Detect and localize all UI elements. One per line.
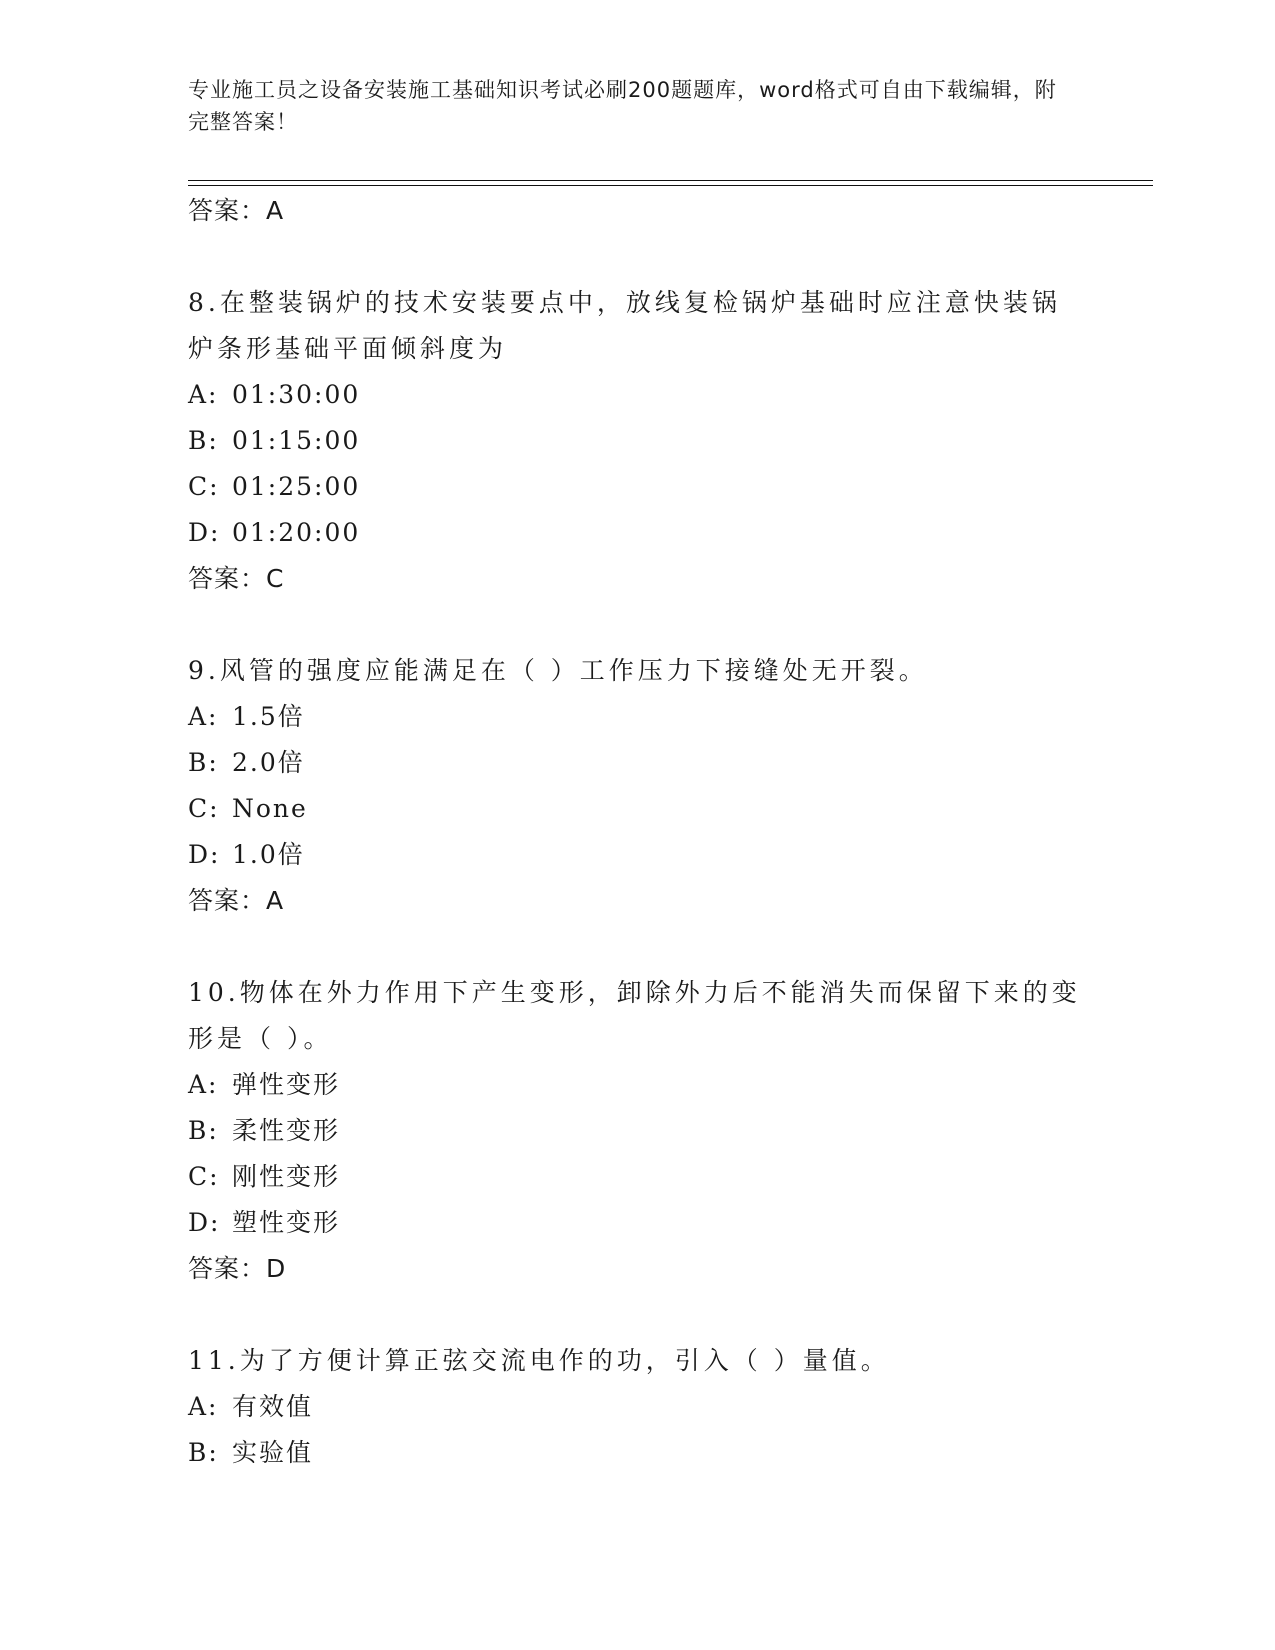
document-header: 专业施工员之设备安装施工基础知识考试必刷200题题库，word格式可自由下载编辑，附完整答案！ [188,78,1057,134]
option-a [188,694,1088,740]
option-b [188,1430,1088,1476]
option-text: 1.5倍 [232,702,305,731]
option-d [188,832,1088,878]
option-letter: A: [188,380,219,409]
option-letter: C: [188,794,220,823]
option-d [188,510,1088,556]
option-text: 实验值 [232,1438,314,1467]
answer-label: 答案：A [188,196,285,225]
option-letter: D: [188,1208,221,1237]
spacer [188,234,1088,280]
question-block [188,280,1088,602]
option-a [188,1384,1088,1430]
option-letter: B: [188,1438,219,1467]
spacer [188,924,1088,970]
option-letter: B: [188,748,219,777]
option-letter: C: [188,1162,220,1191]
option-letter: D: [188,840,221,869]
header-divider-bottom [188,185,1153,186]
option-c [188,1154,1088,1200]
option-letter: C: [188,472,220,501]
spacer [188,602,1088,648]
option-b [188,740,1088,786]
option-letter: B: [188,1116,219,1145]
option-text: 01:30:00 [232,380,361,409]
option-a [188,1062,1088,1108]
option-text: 1.0倍 [232,840,305,869]
answer-label: 答案：A [188,886,285,915]
question-stem: 9.风管的强度应能满足在（ ）工作压力下接缝处无开裂。 [188,656,928,685]
option-letter: A: [188,1070,219,1099]
option-text: None [232,794,308,823]
question-block [188,648,1088,924]
option-text: 2.0倍 [232,748,305,777]
option-text: 塑性变形 [232,1208,341,1237]
option-b [188,418,1088,464]
answer-label: 答案：C [188,564,285,593]
option-letter: A: [188,702,219,731]
option-text: 柔性变形 [232,1116,341,1145]
option-c [188,786,1088,832]
option-text: 01:20:00 [232,518,361,547]
answer-label: 答案：D [188,1254,287,1283]
option-text: 弹性变形 [232,1070,341,1099]
option-c [188,464,1088,510]
document-body [188,188,1088,1476]
question-stem: 8.在整装锅炉的技术安装要点中，放线复检锅炉基础时应注意快装锅炉条形基础平面倾斜度为 [188,288,1061,363]
option-letter: B: [188,426,219,455]
question-block [188,970,1088,1292]
question-stem: 10.物体在外力作用下产生变形，卸除外力后不能消失而保留下来的变形是（ ）。 [188,978,1081,1053]
option-a [188,372,1088,418]
option-letter: A: [188,1392,219,1421]
question-block [188,1338,1088,1476]
option-b [188,1108,1088,1154]
header-divider-top [188,180,1153,181]
option-text: 01:25:00 [232,472,361,501]
option-text: 刚性变形 [232,1162,341,1191]
spacer [188,1292,1088,1338]
option-letter: D: [188,518,221,547]
question-stem: 11.为了方便计算正弦交流电作的功，引入（ ）量值。 [188,1346,890,1375]
option-text: 01:15:00 [232,426,361,455]
option-d [188,1200,1088,1246]
option-text: 有效值 [232,1392,314,1421]
